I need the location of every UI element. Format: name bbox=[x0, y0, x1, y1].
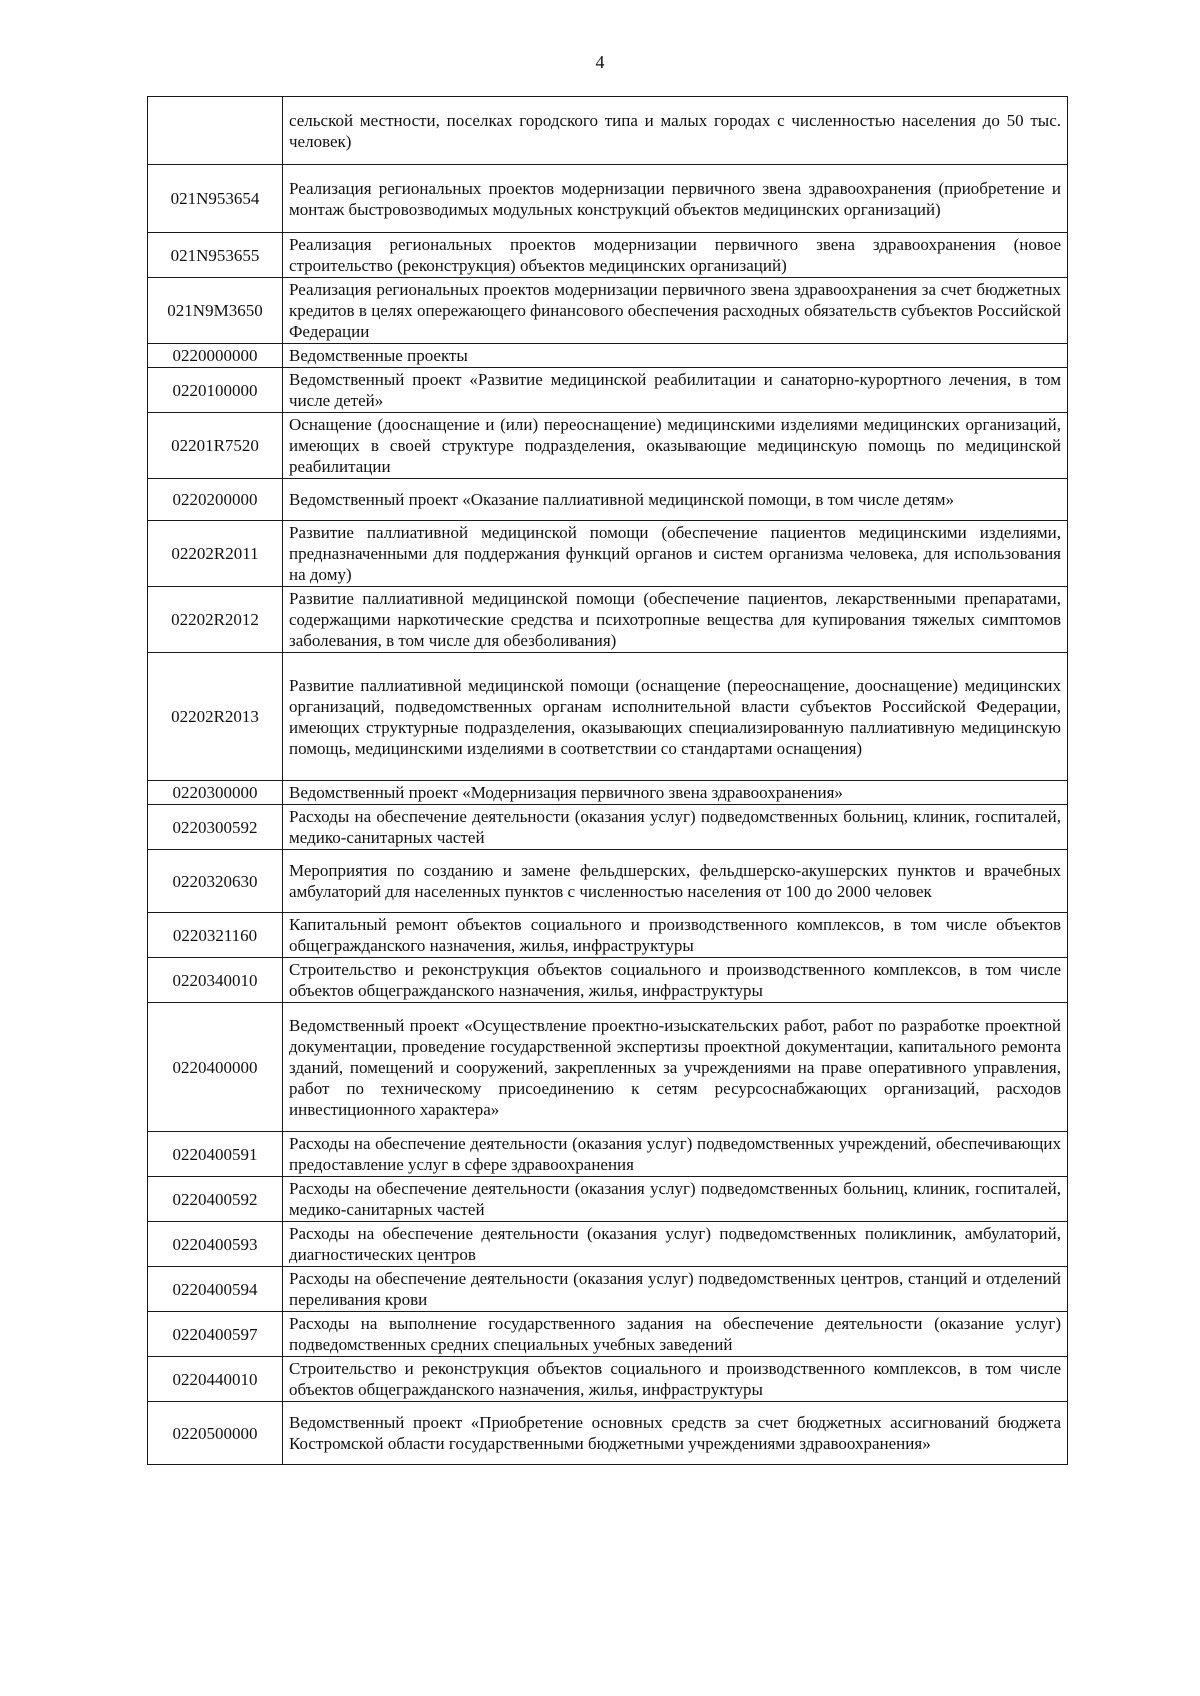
row-description: Развитие паллиативной медицинской помощи (обеспечение пациентов, лекарственными препаратами, содержащими наркотические средства и психотропные вещества для купирования тяжелых симптомов заболевания, в том числе для обезболивания) bbox=[283, 587, 1068, 653]
row-description: Расходы на обеспечение деятельности (оказания услуг) подведомственных поликлиник, амбулаторий, диагностических центров bbox=[283, 1222, 1068, 1267]
row-code: 02201R7520 bbox=[148, 413, 283, 479]
row-description: Реализация региональных проектов модернизации первичного звена здравоохранения (новое строительство (реконструкция) объектов медицинских организаций) bbox=[283, 233, 1068, 278]
row-code: 021N953655 bbox=[148, 233, 283, 278]
row-description: Расходы на обеспечение деятельности (оказания услуг) подведомственных учреждений, обеспечивающих предоставление услуг в сфере здравоохранения bbox=[283, 1132, 1068, 1177]
row-code: 021N953654 bbox=[148, 165, 283, 233]
row-code: 02202R2012 bbox=[148, 587, 283, 653]
table-row bbox=[148, 781, 1068, 805]
row-code: 02202R2011 bbox=[148, 521, 283, 587]
table-row bbox=[148, 479, 1068, 521]
row-description: Мероприятия по созданию и замене фельдшерских, фельдшерско-акушерских пунктов и врачебных амбулаторий для населенных пунктов с численностью населения от 100 до 2000 человек bbox=[283, 850, 1068, 913]
row-code: 021N9M3650 bbox=[148, 278, 283, 344]
row-description: Расходы на обеспечение деятельности (оказания услуг) подведомственных центров, станций и отделений переливания крови bbox=[283, 1267, 1068, 1312]
table-row bbox=[148, 233, 1068, 278]
row-code: 0220321160 bbox=[148, 913, 283, 958]
table-row bbox=[148, 913, 1068, 958]
table-row bbox=[148, 1177, 1068, 1222]
row-description: Строительство и реконструкция объектов социального и производственного комплексов, в том числе объектов общегражданского назначения, жилья, инфраструктуры bbox=[283, 958, 1068, 1003]
row-description: Капитальный ремонт объектов социального и производственного комплексов, в том числе объектов общегражданского назначения, жилья, инфраструктуры bbox=[283, 913, 1068, 958]
row-code: 0220440010 bbox=[148, 1357, 283, 1402]
table-row bbox=[148, 521, 1068, 587]
row-description: Развитие паллиативной медицинской помощи (обеспечение пациентов медицинскими изделиями, предназначенными для поддержания функций органов и систем организма человека, для использования на дому) bbox=[283, 521, 1068, 587]
row-code: 0220200000 bbox=[148, 479, 283, 521]
row-code: 02202R2013 bbox=[148, 653, 283, 781]
row-code: 0220400594 bbox=[148, 1267, 283, 1312]
row-description: Реализация региональных проектов модернизации первичного звена здравоохранения (приобретение и монтаж быстровозводимых модульных конструкций объектов медицинских организаций) bbox=[283, 165, 1068, 233]
row-description: Ведомственный проект «Модернизация первичного звена здравоохранения» bbox=[283, 781, 1068, 805]
row-description: Реализация региональных проектов модернизации первичного звена здравоохранения за счет бюджетных кредитов в целях опережающего финансового обеспечения расходных обязательств субъектов Российской Федерации bbox=[283, 278, 1068, 344]
table-row bbox=[148, 165, 1068, 233]
table-row bbox=[148, 587, 1068, 653]
row-description: Строительство и реконструкция объектов социального и производственного комплексов, в том числе объектов общегражданского назначения, жилья, инфраструктуры bbox=[283, 1357, 1068, 1402]
row-code: 0220300592 bbox=[148, 805, 283, 850]
row-description: Ведомственный проект «Развитие медицинской реабилитации и санаторно-курортного лечения, в том числе детей» bbox=[283, 368, 1068, 413]
table-row bbox=[148, 1312, 1068, 1357]
table-body bbox=[148, 97, 1068, 1465]
table-row bbox=[148, 368, 1068, 413]
table-row bbox=[148, 413, 1068, 479]
row-description: Расходы на обеспечение деятельности (оказания услуг) подведомственных больниц, клиник, госпиталей, медико-санитарных частей bbox=[283, 805, 1068, 850]
row-code: 0220400597 bbox=[148, 1312, 283, 1357]
row-code: 0220100000 bbox=[148, 368, 283, 413]
table-row bbox=[148, 805, 1068, 850]
row-code: 0220400592 bbox=[148, 1177, 283, 1222]
row-description: Ведомственный проект «Оказание паллиативной медицинской помощи, в том числе детям» bbox=[283, 479, 1068, 521]
row-code: 0220400000 bbox=[148, 1003, 283, 1132]
row-code: 0220400593 bbox=[148, 1222, 283, 1267]
table-row bbox=[148, 278, 1068, 344]
table-row bbox=[148, 344, 1068, 368]
table-row bbox=[148, 653, 1068, 781]
row-code: 0220000000 bbox=[148, 344, 283, 368]
table-row bbox=[148, 97, 1068, 165]
row-description: Ведомственные проекты bbox=[283, 344, 1068, 368]
row-code bbox=[148, 97, 283, 165]
row-description: сельской местности, поселках городского типа и малых городах с численностью населения до 50 тыс. человек) bbox=[283, 97, 1068, 165]
table-row bbox=[148, 1132, 1068, 1177]
table-row bbox=[148, 1003, 1068, 1132]
page-number: 4 bbox=[595, 52, 605, 72]
table-row bbox=[148, 958, 1068, 1003]
row-description: Оснащение (дооснащение и (или) переоснащение) медицинскими изделиями медицинских организаций, имеющих в своей структуре подразделения, оказывающие медицинскую помощь по медицинской реабилитации bbox=[283, 413, 1068, 479]
row-code: 0220340010 bbox=[148, 958, 283, 1003]
row-description: Расходы на обеспечение деятельности (оказания услуг) подведомственных больниц, клиник, госпиталей, медико-санитарных частей bbox=[283, 1177, 1068, 1222]
table-row bbox=[148, 850, 1068, 913]
table-row bbox=[148, 1402, 1068, 1465]
row-description: Ведомственный проект «Приобретение основных средств за счет бюджетных ассигнований бюджета Костромской области государственными бюджетными учреждениями здравоохранения» bbox=[283, 1402, 1068, 1465]
table-row bbox=[148, 1357, 1068, 1402]
row-code: 0220400591 bbox=[148, 1132, 283, 1177]
row-code: 0220300000 bbox=[148, 781, 283, 805]
row-description: Ведомственный проект «Осуществление проектно-изыскательских работ, работ по разработке проектной документации, проведение государственной экспертизы проектной документации, капитального ремонта зданий, помещений и сооружений, закрепленных за учреждениями на праве оперативного управления, работ по техническому присоединению к сетям ресурсоснабжающих организаций, расходов инвестиционного характера» bbox=[283, 1003, 1068, 1132]
row-description: Развитие паллиативной медицинской помощи (оснащение (переоснащение, дооснащение) медицинских организаций, подведомственных органам исполнительной власти субъектов Российской Федерации, имеющих структурные подразделения, оказывающих специализированную паллиативную медицинскую помощь, медицинскими изделиями в соответствии со стандартами оснащения) bbox=[283, 653, 1068, 781]
row-description: Расходы на выполнение государственного задания на обеспечение деятельности (оказание услуг) подведомственных средних специальных учебных заведений bbox=[283, 1312, 1068, 1357]
row-code: 0220320630 bbox=[148, 850, 283, 913]
table-row bbox=[148, 1222, 1068, 1267]
budget-code-table bbox=[147, 96, 1068, 1465]
table-row bbox=[148, 1267, 1068, 1312]
row-code: 0220500000 bbox=[148, 1402, 283, 1465]
